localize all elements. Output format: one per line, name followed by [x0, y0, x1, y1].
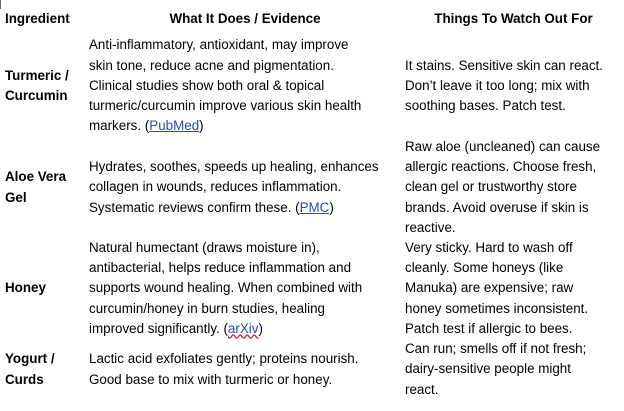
evidence-line-with-link — [89, 198, 403, 218]
evidence-cell — [87, 35, 403, 137]
ingredient-cell — [0, 35, 87, 137]
watch-out-cell — [403, 238, 624, 339]
pubmed-link[interactable]: PubMed — [149, 118, 200, 134]
watch-out-line: Can run; smells off if not fresh; — [405, 341, 587, 357]
ingredient-name-line: Curds — [5, 371, 44, 387]
page-corner-marker — [0, 0, 1, 9]
table-row-aloe-vera — [0, 137, 624, 238]
evidence-line: Good base to mix with turmeric or honey. — [89, 371, 333, 387]
evidence-line: Natural humectant (draws moisture in), — [89, 240, 320, 256]
evidence-text: improved significantly. ( — [89, 320, 228, 336]
evidence-text: Systematic reviews confirm these. ( — [89, 199, 300, 215]
arxiv-link[interactable]: arXiv — [227, 320, 259, 336]
watch-out-line: honey sometimes inconsistent. — [405, 300, 589, 316]
ingredient-name-line: Turmeric / — [5, 67, 69, 83]
header-row — [0, 9, 624, 35]
evidence-line: Lactic acid exfoliates gently; proteins nourish. — [89, 351, 359, 367]
evidence-line: curcumin/honey in burn studies, healing — [89, 300, 325, 316]
watch-out-line: clean gel or trustworthy store — [405, 179, 577, 195]
watch-out-line: cleanly. Some honeys (like — [405, 260, 564, 276]
evidence-line: antibacterial, helps reduce inflammation and — [89, 260, 352, 276]
header-watch-out: Things To Watch Out For — [434, 11, 593, 26]
evidence-line: Clinical studies show both oral & topical — [89, 77, 325, 93]
watch-out-line: reactive. — [405, 219, 456, 235]
evidence-line-with-link — [89, 319, 403, 339]
ingredient-cell — [0, 137, 87, 238]
watch-out-line: soothing bases. Patch test. — [405, 98, 566, 114]
watch-out-line: react. — [405, 381, 439, 397]
link-close-paren: ) — [199, 118, 204, 134]
evidence-text: markers. ( — [89, 118, 150, 134]
watch-out-cell — [403, 35, 624, 137]
table-row-turmeric — [0, 35, 624, 137]
watch-out-line: Manuka) are expensive; raw — [405, 280, 574, 296]
link-close-paren: ) — [258, 320, 263, 336]
ingredient-cell — [0, 238, 87, 339]
evidence-line: supports wound healing. When combined with — [89, 280, 363, 296]
evidence-line: Anti-inflammatory, antioxidant, may improve — [89, 37, 349, 53]
watch-out-cell — [403, 339, 624, 400]
evidence-cell — [87, 137, 403, 238]
evidence-cell — [87, 238, 403, 339]
ingredient-name-line: Gel — [5, 189, 27, 205]
evidence-cell — [87, 339, 403, 400]
watch-out-cell — [403, 137, 624, 238]
ingredient-name-line: Yogurt / — [5, 351, 55, 367]
table-row-honey — [0, 238, 624, 339]
ingredients-table — [0, 9, 624, 400]
table-row-yogurt — [0, 339, 624, 400]
watch-out-line: allergic reactions. Choose fresh, — [405, 159, 597, 175]
ingredient-cell — [0, 339, 87, 400]
header-ingredient: Ingredient — [5, 11, 70, 26]
evidence-line: skin tone, reduce acne and pigmentation. — [89, 57, 334, 73]
watch-out-line: brands. Avoid overuse if skin is — [405, 199, 589, 215]
link-close-paren: ) — [329, 199, 334, 215]
watch-out-line: dairy-sensitive people might — [405, 361, 571, 377]
evidence-line: turmeric/curcumin improve various skin health — [89, 98, 362, 114]
ingredient-name-line: Curcumin — [5, 88, 68, 103]
evidence-line: collagen in wounds, reduces inflammation. — [89, 179, 342, 195]
watch-out-line: Patch test if allergic to bees. — [405, 320, 573, 336]
pmc-link[interactable]: PMC — [299, 199, 330, 215]
ingredient-name-line: Aloe Vera — [5, 169, 67, 185]
watch-out-line: Very sticky. Hard to wash off — [405, 240, 573, 256]
evidence-line: Hydrates, soothes, speeds up healing, enhances — [89, 159, 379, 175]
watch-out-line: Don’t leave it too long; mix with — [405, 77, 590, 93]
header-what-it-does: What It Does / Evidence — [169, 11, 321, 26]
watch-out-line: It stains. Sensitive skin can react. — [405, 57, 603, 73]
ingredient-name-line: Honey — [5, 280, 46, 296]
evidence-line-with-link — [89, 116, 403, 136]
watch-out-line: Raw aloe (uncleaned) can cause — [405, 139, 601, 154]
